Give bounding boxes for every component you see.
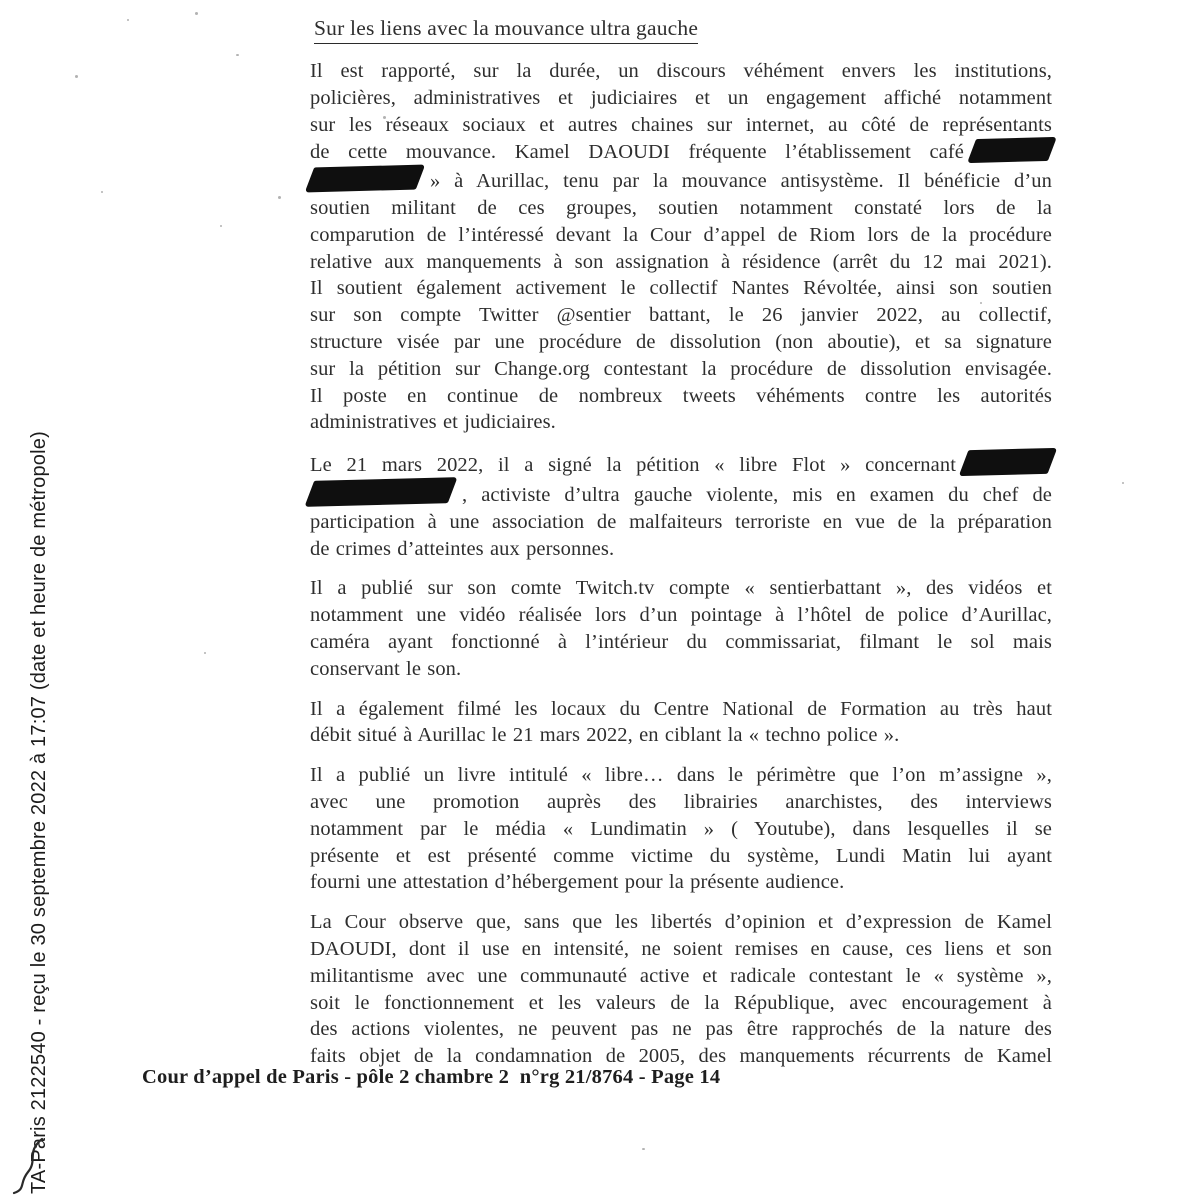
line-text: Il a également filmé les locaux du Centre National de Formation au très haut	[310, 697, 1052, 720]
text-line	[310, 536, 1052, 563]
text-line	[310, 629, 1052, 656]
paragraphs	[310, 58, 1052, 1070]
line-text: policières, administratives et judiciaires et un engagement affiché notamment	[310, 86, 1052, 109]
line-text: de crimes d’atteintes aux personnes.	[310, 537, 615, 560]
text-line	[310, 409, 1052, 436]
text-line	[310, 275, 1052, 302]
text-line	[310, 302, 1052, 329]
line-text: DAOUDI, dont il use en intensité, ne soient remises en cause, ces liens et son	[310, 937, 1052, 960]
text-line	[310, 816, 1052, 843]
text-line	[310, 762, 1052, 789]
line-text: conservant le son.	[310, 657, 462, 680]
text-line	[310, 843, 1052, 870]
line-text: fourni une attestation d’hébergement pour la présente audience.	[310, 871, 845, 894]
text-line	[310, 195, 1052, 222]
text-line	[310, 722, 1052, 749]
line-text: soutien militant de ces groupes, soutien notamment constaté lors de la	[310, 196, 1052, 219]
text-line	[310, 963, 1052, 990]
text-line	[310, 602, 1052, 629]
redaction-mark	[959, 448, 1058, 476]
line-text: notamment par le média « Lundimatin » ( Youtube), dans lesquelles il se	[310, 817, 1052, 840]
text-line	[310, 656, 1052, 683]
text-line	[310, 575, 1052, 602]
text-line	[310, 85, 1052, 112]
redaction-mark	[305, 165, 426, 193]
text-line	[310, 58, 1052, 85]
line-text: notamment une vidéo réalisée lors d’un pointage à l’hôtel de police d’Aurillac,	[310, 604, 1052, 627]
line-text: Il a publié sur son comte Twitch.tv compte « sentierbattant », des vidéos et	[310, 577, 1052, 600]
line-text: structure visée par une procédure de dissolution (non aboutie), et sa signature	[310, 330, 1052, 353]
line-text: Il a publié un livre intitulé « libre… dans le périmètre que l’on m’assigne »,	[310, 764, 1052, 787]
paragraph	[310, 909, 1052, 1070]
line-text: des actions violentes, ne peuvent pas ne pas être rapprochés de la nature des	[310, 1018, 1052, 1041]
redaction-mark	[967, 137, 1057, 163]
line-text: caméra ayant fonctionné à l’intérieur du commissariat, filmant le sol mais	[310, 630, 1052, 653]
text-line	[310, 479, 1052, 509]
text-line	[310, 112, 1052, 139]
text-line	[310, 1016, 1052, 1043]
line-text: La Cour observe que, sans que les libertés d’opinion et d’expression de Kamel	[310, 911, 1052, 934]
text-line	[310, 990, 1052, 1017]
line-text: , activiste d’ultra gauche violente, mis en examen du chef de	[462, 483, 1052, 506]
text-line	[310, 509, 1052, 536]
paragraph	[310, 762, 1052, 896]
text-line	[310, 222, 1052, 249]
text-line	[310, 936, 1052, 963]
line-text: soit le fonctionnement et les valeurs de la République, avec encouragement à	[310, 991, 1052, 1014]
redaction-mark	[304, 477, 457, 507]
paragraph	[310, 696, 1052, 750]
line-text: sur les réseaux sociaux et autres chaines sur internet, au côté de représentants	[310, 113, 1052, 136]
line-text: débit situé à Aurillac le 21 mars 2022, en ciblant la « techno police ».	[310, 724, 900, 747]
text-line	[310, 909, 1052, 936]
text-line	[310, 356, 1052, 383]
line-text: sur son compte Twitter @sentier battant, le 26 janvier 2022, au collectif,	[310, 304, 1052, 327]
text-line	[310, 696, 1052, 723]
document-body	[310, 16, 1052, 1083]
section-heading: Sur les liens avec la mouvance ultra gauche	[314, 16, 698, 44]
line-text: avec une promotion auprès des librairies anarchistes, des interviews	[310, 790, 1052, 813]
text-line	[310, 329, 1052, 356]
handwritten-squiggle-mark	[6, 1136, 50, 1198]
text-line	[310, 449, 1052, 479]
line-text: présente et est présenté comme victime du système, Lundi Matin lui ayant	[310, 844, 1052, 867]
paragraph	[310, 449, 1052, 562]
line-text: sur la pétition sur Change.org contestant la procédure de dissolution envisagée.	[310, 357, 1052, 380]
line-text: participation à une association de malfaiteurs terroriste en vue de la préparation	[310, 510, 1052, 533]
line-text: administratives et judiciaires.	[310, 411, 556, 434]
line-text: Le 21 mars 2022, il a signé la pétition « libre Flot » concernant	[310, 454, 956, 477]
paragraph	[310, 575, 1052, 682]
paragraph	[310, 58, 1052, 436]
line-text: comparution de l’intéressé devant la Cour d’appel de Riom lors de la procédure	[310, 223, 1052, 246]
text-line	[310, 869, 1052, 896]
text-line	[310, 249, 1052, 276]
page-footer: Cour d’appel de Paris - pôle 2 chambre 2 n°rg 21/8764 - Page 14	[142, 1066, 721, 1088]
line-text: faits objet de la condamnation de 2005, des manquements récurrents de Kamel	[310, 1045, 1052, 1068]
text-line	[310, 789, 1052, 816]
registry-stamp-text: TA-Paris 2122540 - reçu le 30 septembre 2022 à 17:07 (date et heure de métropole)	[28, 431, 50, 1194]
line-text: relative aux manquements à son assignation à résidence (arrêt du 12 mai 2021).	[310, 250, 1052, 273]
line-text: Il est rapporté, sur la durée, un discours véhément envers les institutions,	[310, 60, 1052, 82]
text-line	[310, 166, 1052, 195]
line-text: » à Aurillac, tenu par la mouvance antisystème. Il bénéficie d’un	[430, 170, 1052, 193]
line-text: Il soutient également activement le collectif Nantes Révoltée, ainsi son soutien	[310, 277, 1052, 300]
text-line	[310, 138, 1052, 166]
line-text: de cette mouvance. Kamel DAOUDI fréquente l’établissement café	[310, 141, 964, 164]
text-line	[310, 383, 1052, 410]
line-text: militantisme avec une communauté active et radicale contestant le « système »,	[310, 964, 1052, 987]
line-text: Il poste en continue de nombreux tweets véhéments contre les autorités	[310, 384, 1052, 407]
